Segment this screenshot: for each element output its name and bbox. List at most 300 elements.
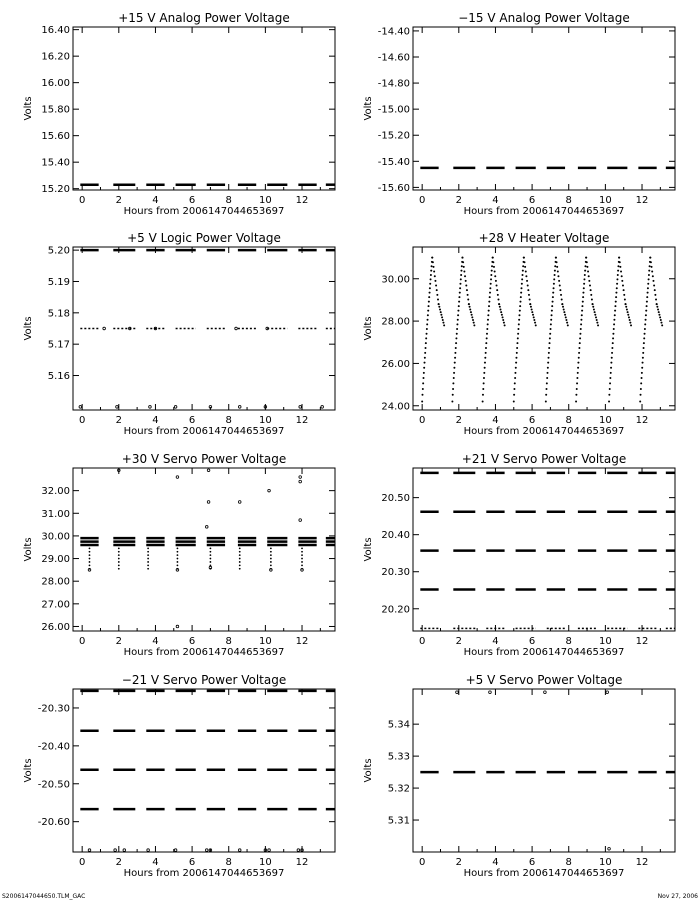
data-point — [487, 314, 489, 316]
data-point — [147, 568, 149, 570]
y-tick-label: -15.40 — [377, 156, 410, 168]
data-point — [485, 347, 487, 349]
data-point — [496, 289, 498, 291]
data-point — [561, 298, 563, 300]
data-point — [239, 554, 241, 556]
data-point — [660, 319, 662, 321]
data-point — [436, 294, 438, 296]
data-point — [552, 292, 554, 294]
data-point — [554, 265, 556, 267]
y-axis-label: Volts — [23, 316, 34, 341]
data-point — [425, 347, 427, 349]
data-point — [629, 322, 631, 324]
data-point — [210, 551, 212, 553]
data-point — [514, 372, 516, 374]
data-point — [645, 310, 647, 312]
data-point — [520, 292, 522, 294]
y-tick-label: 15.80 — [41, 104, 70, 116]
data-point — [654, 294, 656, 296]
data-point — [423, 377, 425, 379]
y-tick-label: -20.40 — [37, 741, 70, 753]
data-point — [177, 554, 179, 556]
data-point — [147, 547, 149, 549]
data-point — [594, 314, 596, 316]
data-point — [89, 558, 91, 560]
data-point — [584, 270, 586, 272]
data-point — [613, 323, 615, 325]
data-point — [270, 564, 272, 566]
data-point — [270, 569, 273, 572]
data-point — [462, 261, 464, 263]
y-axis-label: Volts — [23, 537, 34, 562]
data-point — [118, 551, 120, 553]
x-tick-label: 6 — [188, 636, 196, 647]
plot-frame — [413, 247, 675, 410]
data-point — [426, 323, 428, 325]
chart-title: −21 V Servo Power Voltage — [121, 673, 287, 687]
data-point — [89, 547, 91, 549]
data-point — [463, 271, 465, 273]
data-point — [518, 314, 520, 316]
data-point — [550, 328, 552, 330]
data-point — [459, 292, 461, 294]
x-tick-label: 12 — [635, 415, 649, 426]
data-point — [615, 292, 617, 294]
data-point — [608, 394, 610, 396]
data-point — [469, 306, 471, 308]
data-point — [454, 362, 456, 364]
x-tick-label: 12 — [295, 857, 309, 868]
data-point — [625, 303, 627, 305]
x-tick-label: 2 — [455, 195, 462, 206]
data-point — [453, 367, 455, 369]
data-point — [463, 266, 465, 268]
data-point — [207, 469, 210, 472]
data-point — [453, 372, 455, 374]
y-tick-label: 29.00 — [41, 554, 70, 566]
data-point — [430, 270, 432, 272]
data-point — [520, 287, 522, 289]
data-point — [482, 394, 484, 396]
data-point — [496, 285, 498, 287]
data-point — [519, 310, 521, 312]
data-point — [641, 372, 643, 374]
data-point — [521, 283, 523, 285]
x-tick-label: 6 — [528, 415, 536, 426]
data-point — [429, 292, 431, 294]
data-point — [513, 401, 515, 403]
data-point — [235, 327, 238, 330]
x-tick-label: 12 — [295, 195, 309, 206]
data-point — [455, 347, 457, 349]
x-tick-label: 12 — [635, 857, 649, 868]
x-tick-label: 2 — [115, 636, 122, 647]
data-point — [552, 296, 554, 298]
data-point — [502, 316, 504, 318]
data-point — [513, 388, 515, 390]
data-point — [518, 319, 520, 321]
data-point — [566, 322, 568, 324]
data-point — [532, 314, 534, 316]
data-point — [89, 551, 91, 553]
data-point — [609, 377, 611, 379]
data-point — [473, 322, 475, 324]
data-point — [494, 275, 496, 277]
data-point — [457, 319, 459, 321]
x-tick-label: 8 — [565, 195, 572, 206]
data-point — [556, 261, 558, 263]
data-point — [661, 324, 663, 326]
data-point — [646, 296, 648, 298]
x-tick-label: 4 — [152, 415, 159, 426]
data-point — [431, 265, 433, 267]
data-layer — [420, 691, 675, 850]
data-point — [563, 311, 565, 313]
data-point — [490, 283, 492, 285]
plot-frame — [413, 27, 675, 190]
x-tick-label: 0 — [78, 195, 86, 206]
data-point — [437, 298, 439, 300]
data-point — [421, 401, 423, 403]
x-tick-label: 4 — [152, 195, 159, 206]
data-point — [439, 308, 441, 310]
data-point — [647, 292, 649, 294]
data-point — [434, 275, 436, 277]
data-point — [205, 526, 208, 529]
data-point — [440, 311, 442, 313]
x-axis-label: Hours from 2006147044653697 — [123, 868, 285, 879]
data-point — [471, 314, 473, 316]
data-point — [588, 280, 590, 282]
data-point — [430, 278, 432, 280]
data-point — [500, 311, 502, 313]
y-tick-label: 30.00 — [41, 531, 70, 543]
data-point — [565, 319, 567, 321]
data-point — [452, 394, 454, 396]
data-point — [502, 319, 504, 321]
data-point — [301, 564, 303, 566]
data-layer — [420, 473, 675, 629]
data-point — [470, 311, 472, 313]
data-point — [557, 275, 559, 277]
data-point — [489, 292, 491, 294]
data-point — [492, 261, 494, 263]
x-tick-label: 4 — [492, 195, 499, 206]
data-point — [524, 266, 526, 268]
chart-title: +21 V Servo Power Voltage — [461, 452, 627, 466]
x-tick-label: 10 — [259, 636, 272, 647]
data-point — [527, 289, 529, 291]
data-point — [455, 337, 457, 339]
data-point — [613, 328, 615, 330]
data-point — [647, 287, 649, 289]
data-point — [442, 322, 444, 324]
data-point — [596, 319, 598, 321]
data-point — [268, 849, 271, 852]
data-point — [619, 261, 621, 263]
data-point — [612, 333, 614, 335]
data-point — [428, 305, 430, 307]
data-point — [550, 323, 552, 325]
data-point — [586, 261, 588, 263]
data-point — [460, 270, 462, 272]
x-tick-label: 2 — [455, 857, 462, 868]
data-point — [551, 314, 553, 316]
data-point — [436, 289, 438, 291]
x-tick-label: 0 — [78, 636, 86, 647]
data-point — [617, 270, 619, 272]
data-point — [549, 342, 551, 344]
data-point — [118, 558, 120, 560]
plot-frame — [73, 468, 335, 631]
data-point — [585, 257, 587, 259]
x-tick-label: 8 — [565, 857, 572, 868]
data-point — [575, 401, 577, 403]
data-point — [644, 323, 646, 325]
data-point — [527, 285, 529, 287]
data-point — [525, 271, 527, 273]
data-point — [428, 301, 430, 303]
y-tick-label: 16.20 — [41, 51, 70, 63]
data-point — [486, 333, 488, 335]
data-point — [517, 333, 519, 335]
data-point — [581, 310, 583, 312]
data-point — [561, 303, 563, 305]
data-point — [610, 362, 612, 364]
data-point — [455, 342, 457, 344]
data-point — [648, 270, 650, 272]
data-point — [456, 333, 458, 335]
data-point — [461, 265, 463, 267]
data-point — [649, 265, 651, 267]
x-tick-label: 6 — [188, 415, 196, 426]
data-point — [558, 280, 560, 282]
data-point — [433, 266, 435, 268]
data-point — [433, 271, 435, 273]
data-point — [556, 266, 558, 268]
data-point — [625, 306, 627, 308]
x-tick-label: 6 — [188, 195, 196, 206]
data-point — [114, 849, 117, 852]
data-point — [583, 283, 585, 285]
x-tick-label: 4 — [492, 415, 499, 426]
data-layer — [421, 257, 663, 403]
data-point — [642, 352, 644, 354]
data-point — [123, 849, 126, 852]
data-point — [422, 382, 424, 384]
data-point — [651, 266, 653, 268]
x-tick-label: 2 — [455, 415, 462, 426]
data-point — [611, 352, 613, 354]
data-point — [429, 283, 431, 285]
data-point — [529, 303, 531, 305]
data-point — [147, 554, 149, 556]
data-point — [176, 625, 179, 628]
data-point — [454, 352, 456, 354]
data-point — [488, 305, 490, 307]
data-point — [424, 352, 426, 354]
data-point — [515, 362, 517, 364]
x-tick-label: 0 — [418, 415, 426, 426]
data-point — [517, 328, 519, 330]
data-point — [592, 303, 594, 305]
data-point — [461, 257, 463, 259]
data-point — [579, 333, 581, 335]
data-point — [576, 388, 578, 390]
chart-panel-2 — [363, 11, 675, 217]
data-point — [630, 324, 632, 326]
data-point — [554, 270, 556, 272]
data-point — [549, 333, 551, 335]
data-point — [503, 322, 505, 324]
chart-title: −15 V Analog Power Voltage — [458, 11, 630, 25]
y-tick-label: -15.20 — [377, 130, 410, 142]
data-point — [79, 406, 82, 409]
data-point — [209, 566, 212, 569]
data-point — [239, 568, 241, 570]
data-point — [489, 296, 491, 298]
x-tick-label: 4 — [492, 636, 499, 647]
x-tick-label: 4 — [152, 857, 159, 868]
data-point — [564, 314, 566, 316]
x-tick-label: 8 — [565, 415, 572, 426]
y-tick-label: 15.20 — [41, 184, 70, 196]
data-point — [544, 691, 547, 694]
data-point — [497, 298, 499, 300]
data-point — [299, 519, 302, 522]
data-point — [177, 561, 179, 563]
data-point — [488, 310, 490, 312]
data-point — [614, 310, 616, 312]
data-point — [499, 306, 501, 308]
data-point — [88, 569, 91, 572]
data-point — [577, 367, 579, 369]
data-point — [423, 367, 425, 369]
data-point — [485, 352, 487, 354]
data-point — [616, 283, 618, 285]
x-tick-label: 2 — [455, 636, 462, 647]
data-point — [660, 322, 662, 324]
data-point — [209, 406, 212, 409]
x-tick-label: 10 — [599, 195, 612, 206]
data-point — [301, 569, 304, 572]
data-point — [578, 347, 580, 349]
data-point — [456, 691, 459, 694]
data-point — [89, 554, 91, 556]
data-point — [545, 401, 547, 403]
y-tick-label: 20.50 — [381, 493, 410, 505]
data-point — [301, 554, 303, 556]
data-point — [451, 401, 453, 403]
data-point — [642, 362, 644, 364]
x-tick-label: 10 — [259, 195, 272, 206]
data-point — [648, 274, 650, 276]
data-point — [640, 388, 642, 390]
data-point — [297, 849, 300, 852]
data-point — [627, 311, 629, 313]
x-axis-label: Hours from 2006147044653697 — [123, 206, 285, 217]
data-point — [426, 333, 428, 335]
x-tick-label: 8 — [225, 636, 232, 647]
data-point — [615, 296, 617, 298]
data-point — [299, 406, 302, 409]
data-point — [432, 261, 434, 263]
data-point — [643, 342, 645, 344]
y-tick-label: 24.00 — [381, 401, 410, 413]
data-point — [551, 310, 553, 312]
y-tick-label: 15.60 — [41, 131, 70, 143]
data-point — [498, 303, 500, 305]
data-point — [550, 319, 552, 321]
data-point — [301, 561, 303, 563]
data-point — [628, 316, 630, 318]
data-point — [583, 278, 585, 280]
data-point — [270, 561, 272, 563]
data-point — [430, 274, 432, 276]
y-tick-label: 28.00 — [41, 576, 70, 588]
data-point — [239, 561, 241, 563]
x-axis-label: Hours from 2006147044653697 — [463, 868, 625, 879]
data-point — [589, 285, 591, 287]
data-point — [467, 294, 469, 296]
data-point — [645, 314, 647, 316]
data-point — [654, 289, 656, 291]
data-point — [656, 303, 658, 305]
data-point — [516, 347, 518, 349]
data-point — [177, 551, 179, 553]
x-tick-label: 10 — [599, 857, 612, 868]
data-point — [584, 274, 586, 276]
data-point — [559, 285, 561, 287]
data-point — [553, 287, 555, 289]
plot-frame — [73, 27, 335, 190]
data-point — [597, 324, 599, 326]
data-point — [239, 551, 241, 553]
data-point — [523, 261, 525, 263]
data-point — [442, 319, 444, 321]
data-point — [490, 278, 492, 280]
data-point — [177, 558, 179, 560]
y-tick-label: 5.19 — [47, 276, 70, 288]
data-point — [321, 406, 324, 409]
chart-panel-6 — [363, 452, 675, 658]
data-point — [147, 558, 149, 560]
data-point — [270, 547, 272, 549]
data-point — [239, 547, 241, 549]
data-point — [596, 322, 598, 324]
data-point — [580, 328, 582, 330]
data-point — [485, 342, 487, 344]
x-axis-label: Hours from 2006147044653697 — [463, 206, 625, 217]
data-point — [495, 280, 497, 282]
data-point — [489, 287, 491, 289]
data-point — [529, 298, 531, 300]
data-point — [431, 257, 433, 259]
data-point — [535, 324, 537, 326]
y-tick-label: -15.00 — [377, 104, 410, 116]
y-tick-label: 16.00 — [41, 78, 70, 90]
y-tick-label: 26.00 — [381, 358, 410, 370]
x-tick-label: 12 — [295, 415, 309, 426]
y-tick-label: 20.40 — [381, 530, 410, 542]
data-point — [116, 406, 119, 409]
data-point — [659, 316, 661, 318]
data-point — [482, 388, 484, 390]
data-point — [301, 558, 303, 560]
data-point — [458, 296, 460, 298]
data-point — [118, 561, 120, 563]
x-tick-label: 2 — [115, 857, 122, 868]
